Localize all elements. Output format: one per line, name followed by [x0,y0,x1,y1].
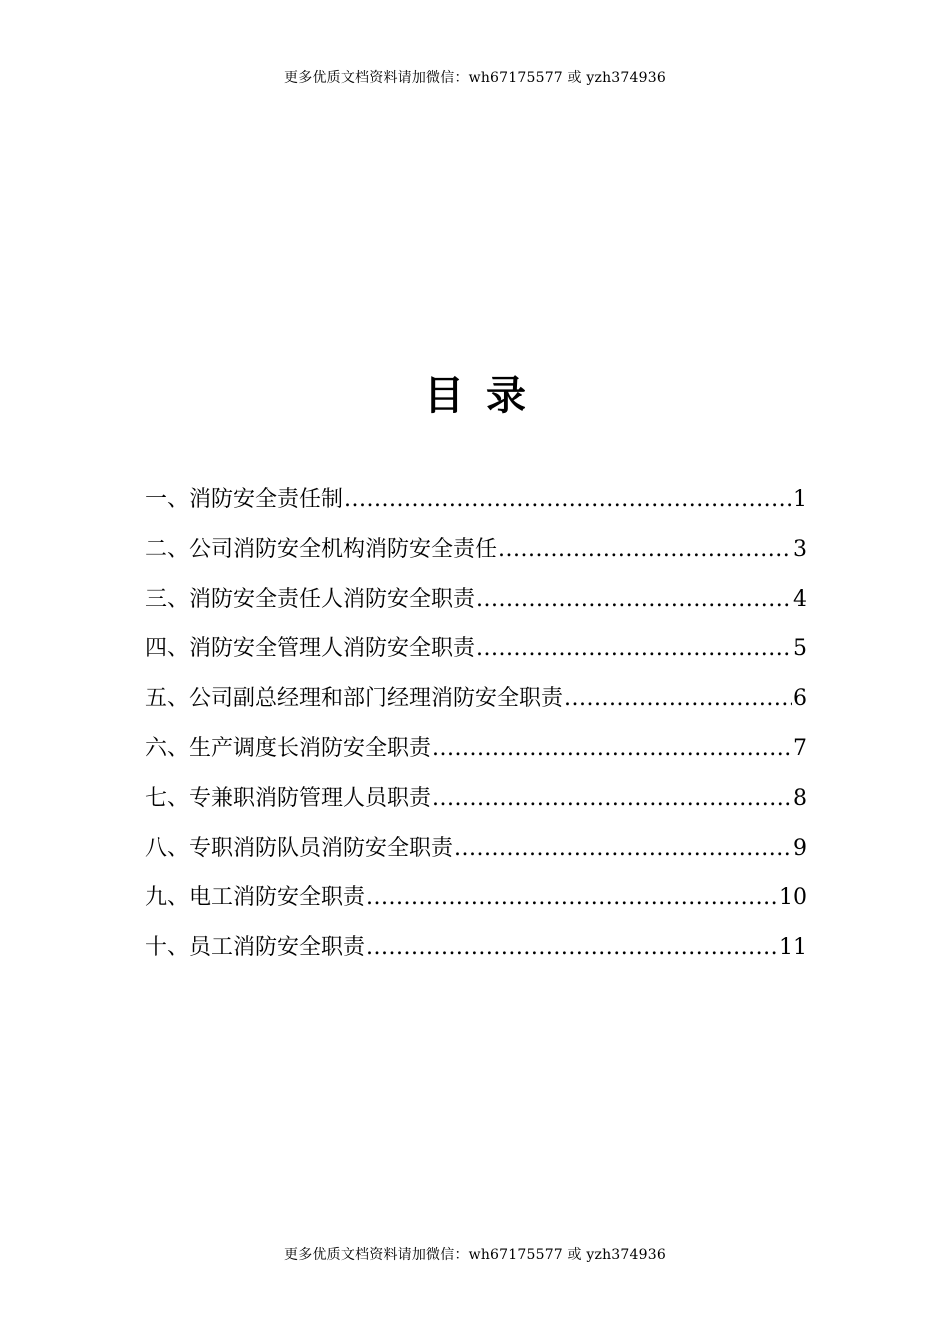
toc-entry[interactable] [145,677,807,727]
toc-entry[interactable] [145,478,807,528]
toc-entry-label: 九、电工消防安全职责 [145,885,366,911]
toc-entry-page: 9 [793,835,807,861]
toc-entry-label: 十、员工消防安全职责 [145,935,366,961]
toc-dot-leader [366,926,778,970]
toc-entry-label: 八、专职消防队员消防安全职责 [145,835,454,861]
toc-dot-leader [498,528,792,572]
toc-entry-label: 三、消防安全责任人消防安全职责 [145,586,476,612]
toc-title: 目录 [424,372,548,419]
toc-dot-leader [432,777,792,821]
toc-entry-label: 四、消防安全管理人消防安全职责 [145,636,476,662]
table-of-contents [145,478,807,976]
toc-dot-leader [344,478,792,522]
toc-entry[interactable] [145,777,807,827]
page-footer: 更多优质文档资料请加微信：wh67175577 或 yzh374936 [284,1247,666,1263]
toc-entry[interactable] [145,727,807,777]
toc-entry-page: 6 [793,686,807,712]
toc-entry-page: 8 [793,785,807,811]
toc-dot-leader [564,677,792,721]
toc-dot-leader [432,727,792,771]
toc-entry-label: 五、公司副总经理和部门经理消防安全职责 [145,686,564,712]
toc-dot-leader [366,876,778,920]
toc-entry[interactable] [145,578,807,628]
toc-entry[interactable] [145,627,807,677]
toc-entry-page: 11 [779,935,807,961]
toc-entry-label: 六、生产调度长消防安全职责 [145,735,432,761]
toc-entry-page: 3 [793,536,807,562]
toc-entry-page: 5 [793,636,807,662]
toc-entry[interactable] [145,827,807,877]
toc-entry-label: 七、专兼职消防管理人员职责 [145,785,432,811]
toc-entry-label: 一、消防安全责任制 [145,487,344,512]
page-header: 更多优质文档资料请加微信：wh67175577 或 yzh374936 [284,70,666,86]
toc-entry-page: 7 [793,735,807,761]
toc-entry[interactable] [145,926,807,976]
toc-entry-label: 二、公司消防安全机构消防安全责任 [145,536,498,562]
toc-dot-leader [476,627,792,671]
toc-dot-leader [476,578,792,622]
toc-entry[interactable] [145,528,807,578]
toc-entry[interactable] [145,876,807,926]
toc-entry-page: 4 [793,586,807,612]
toc-entry-page: 10 [779,885,807,911]
toc-dot-leader [454,827,792,871]
toc-entry-page: 1 [793,487,807,512]
